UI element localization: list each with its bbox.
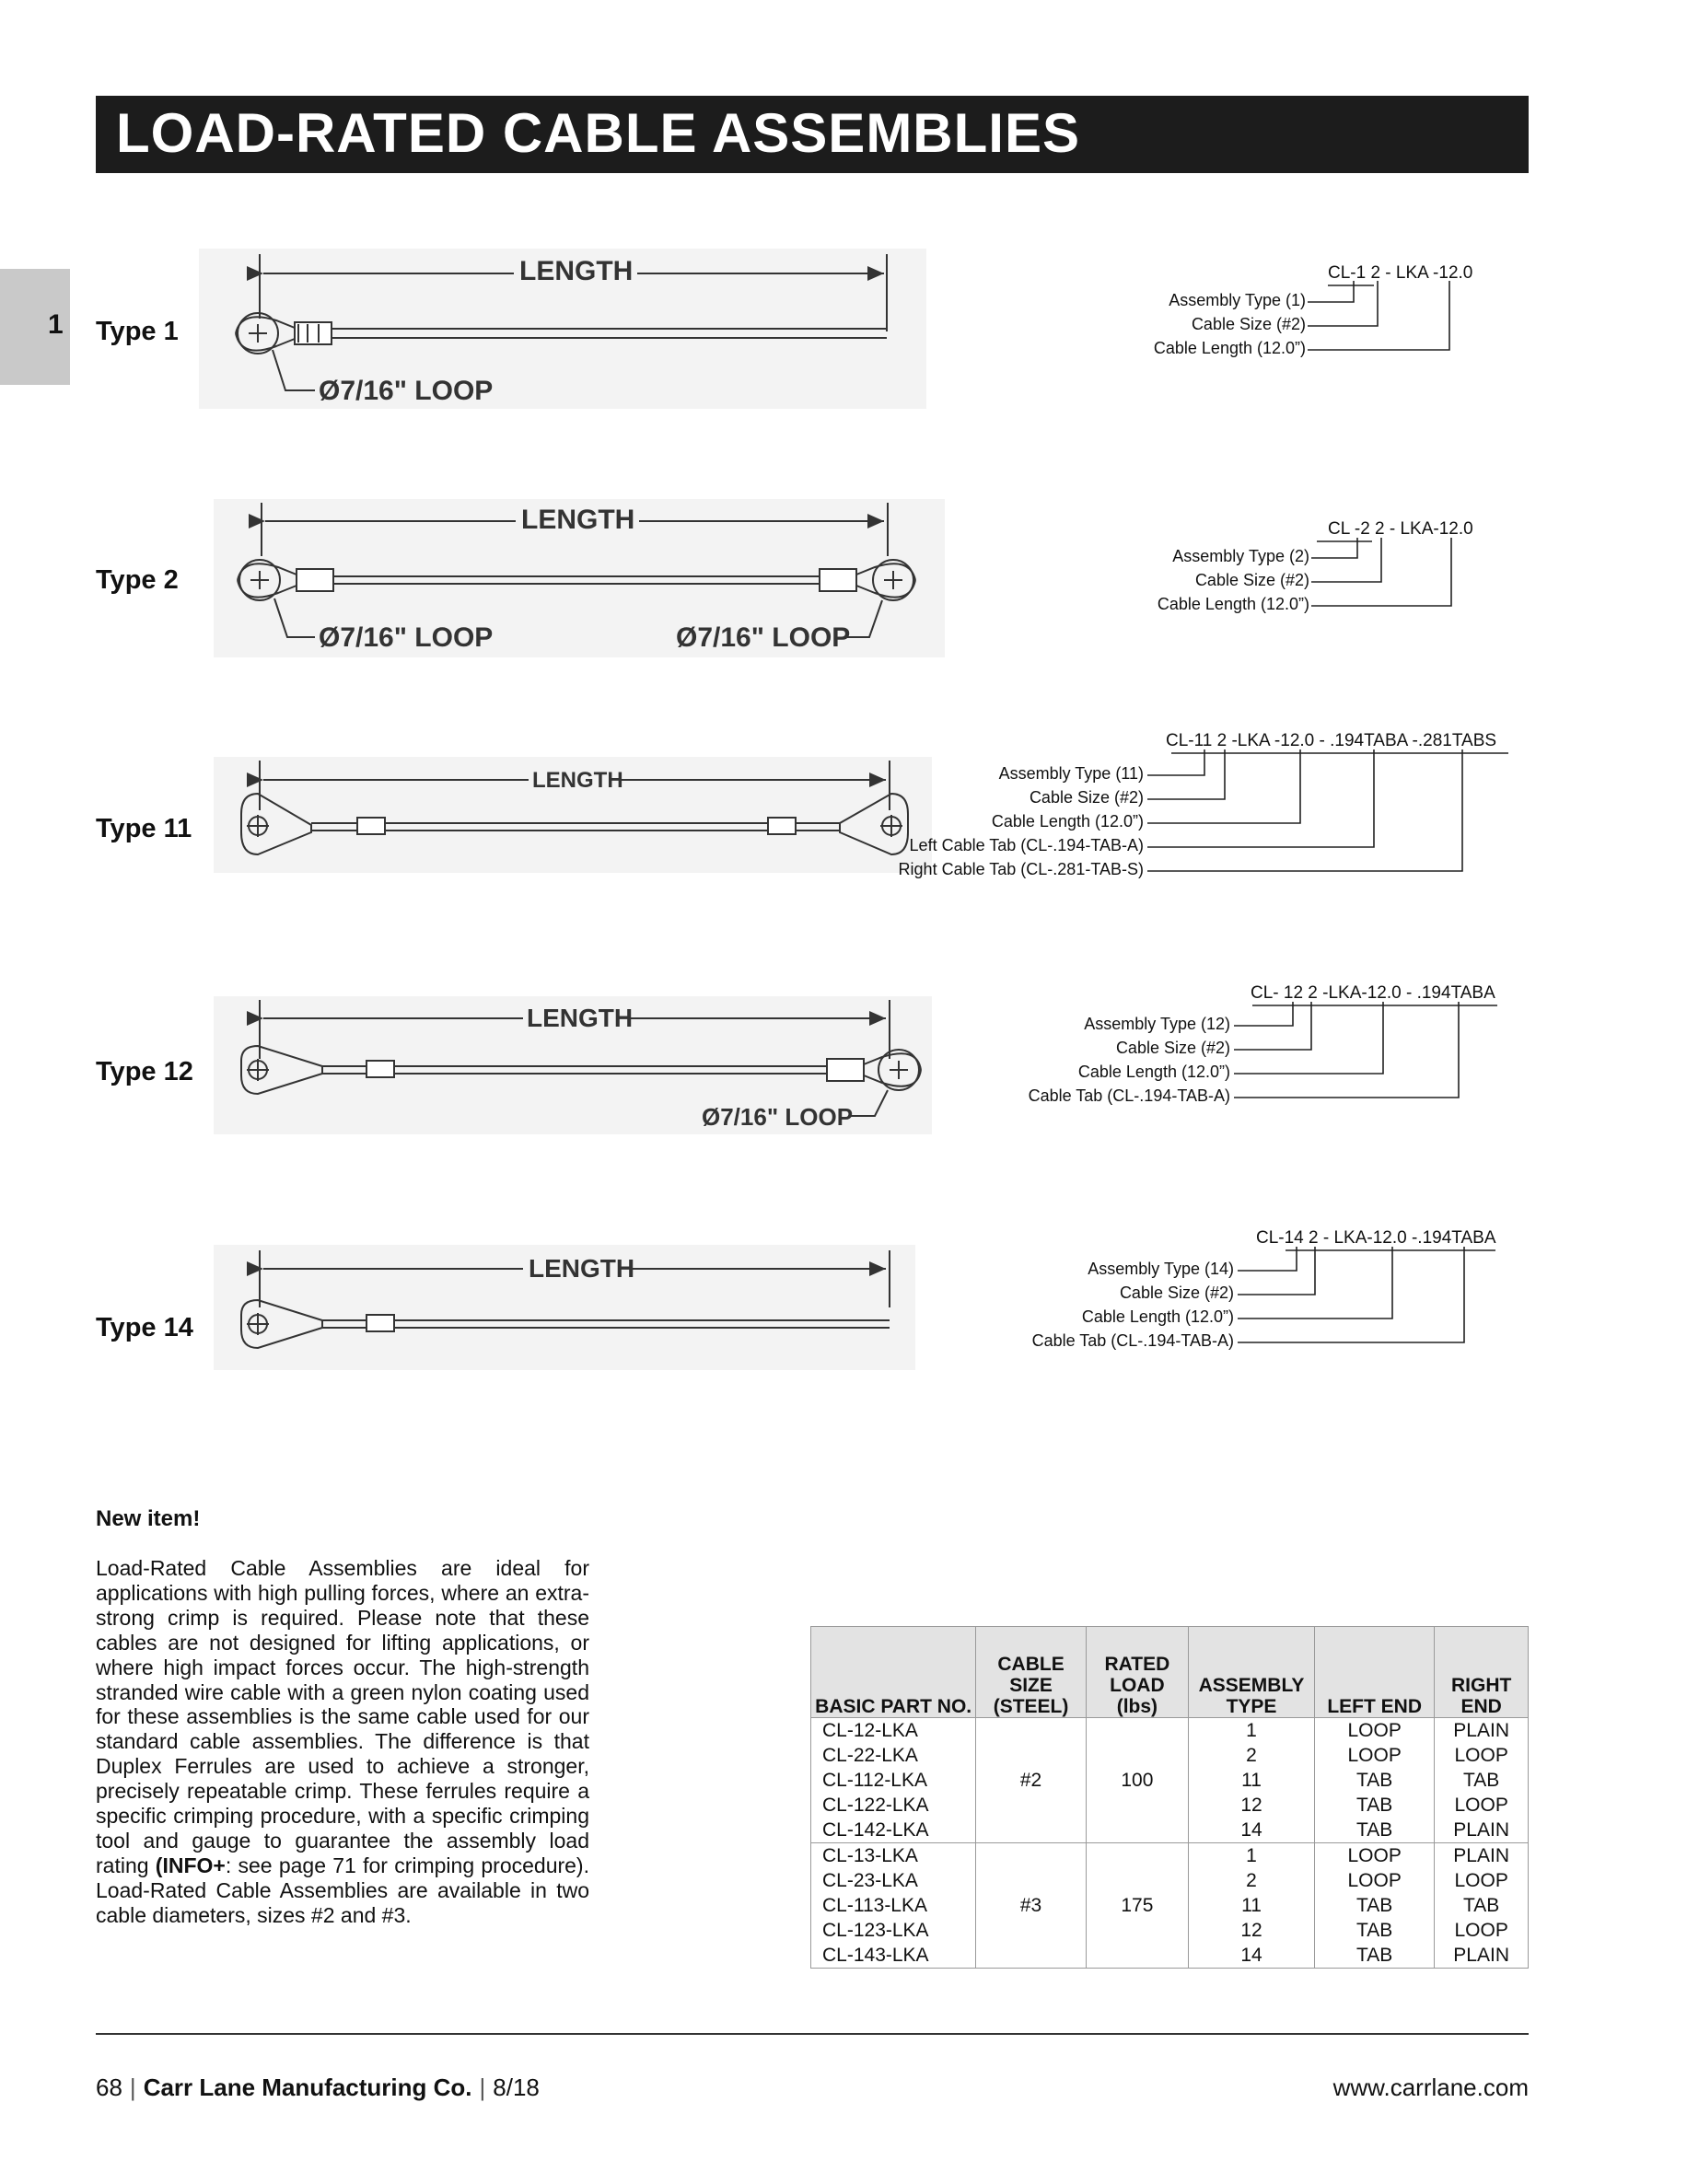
- company-name: Carr Lane Manufacturing Co.: [143, 2074, 472, 2101]
- cable-size-cell: #2: [976, 1718, 1086, 1843]
- footer-left: 68 | Carr Lane Manufacturing Co. | 8/18: [96, 2074, 540, 2101]
- footer-divider: [96, 2033, 1529, 2035]
- type-12-length-label: LENGTH: [527, 1004, 634, 1032]
- type-14-length-label: LENGTH: [529, 1254, 635, 1283]
- type-11-callout-1: Assembly Type (11): [998, 764, 1144, 783]
- type-2-right-loop-label: Ø7/16" LOOP: [676, 622, 851, 653]
- type-14-callout-3: Cable Length (12.0”): [1081, 1307, 1234, 1326]
- type-12-part-code: CL- 12 2 -LKA-12.0 - .194TABA: [1251, 983, 1495, 1003]
- type-14-callout-lines: [1238, 1247, 1495, 1342]
- col-header-cable-size: CABLE SIZE (STEEL): [976, 1627, 1086, 1718]
- cable-size-cell: #3: [976, 1843, 1086, 1969]
- col-header-right-end: RIGHT END: [1435, 1627, 1529, 1718]
- type-14-label: Type 14: [96, 1313, 193, 1342]
- type-11-length-label: LENGTH: [532, 768, 623, 793]
- table-row: CL-122-LKA 12 TAB LOOP: [811, 1793, 1529, 1818]
- col-header-left-end: LEFT END: [1315, 1627, 1435, 1718]
- col-header-part: BASIC PART NO.: [811, 1627, 976, 1718]
- type-1-length-label: LENGTH: [519, 256, 634, 286]
- type-14-callout-2: Cable Size (#2): [1119, 1284, 1234, 1302]
- table-row: CL-143-LKA 14 TAB PLAIN: [811, 1943, 1529, 1969]
- type-1-part-code: CL-1 2 - LKA -12.0: [1328, 263, 1473, 283]
- type-11-callout-2: Cable Size (#2): [1029, 788, 1144, 807]
- section-number: 1: [48, 309, 64, 340]
- footer-url[interactable]: www.carrlane.com: [1332, 2074, 1529, 2101]
- table-row: CL-123-LKA 12 TAB LOOP: [811, 1918, 1529, 1943]
- type-12-loop-label: Ø7/16" LOOP: [702, 1103, 854, 1131]
- table-row: CL-113-LKA 11 TAB TAB: [811, 1893, 1529, 1918]
- type-2-callout-2: Cable Size (#2): [1194, 571, 1309, 589]
- description-text: Load-Rated Cable Assemblies are ideal for applications with high pulling forces, where an extra-strong crimp is required. Please note that these cables are not designed for lifting applications, or where high impact forces occur. The high-strength stranded wire cable with a green nylon coating used for these assemblies is the same cable used for our standard cable assemblies. The difference is that Duplex Ferrules are used to achieve a stronger, precisely repeatable crimp. These ferrules require a specific crimping procedure, with a specific crimping tool and gauge to guarantee the assembly load rating (INFO+: see page 71 for crimping procedure). Load-Rated Cable Assemblies are available in two cable diameters, sizes #2 and #3.: [96, 1556, 589, 1927]
- type-11-part-code: CL-11 2 -LKA -12.0 - .194TABA -.281TABS: [1166, 731, 1497, 750]
- table-row: CL-12-LKA #2 100 1 LOOP PLAIN: [811, 1718, 1529, 1744]
- type-1-callout-lines: [1308, 281, 1449, 350]
- type-11-callout-3: Cable Length (12.0”): [991, 812, 1144, 831]
- type-11-callout-lines: [1147, 749, 1508, 871]
- col-header-rated-load: RATED LOAD (lbs): [1086, 1627, 1188, 1718]
- footer-date: 8/18: [493, 2074, 540, 2101]
- type-1-callout-2: Cable Size (#2): [1191, 315, 1306, 333]
- type-2-label: Type 2: [96, 565, 179, 595]
- type-12-callout-4: Cable Tab (CL-.194-TAB-A): [1028, 1086, 1230, 1105]
- type-1-callout-3: Cable Length (12.0”): [1153, 339, 1306, 357]
- table-row: CL-13-LKA #3 175 1 LOOP PLAIN: [811, 1843, 1529, 1869]
- type-11-label: Type 11: [96, 814, 192, 843]
- page-title: LOAD-RATED CABLE ASSEMBLIES: [116, 102, 1080, 164]
- type-14-part-code: CL-14 2 - LKA-12.0 -.194TABA: [1256, 1228, 1496, 1248]
- type-12-callout-3: Cable Length (12.0”): [1077, 1063, 1230, 1081]
- type-2-part-code: CL -2 2 - LKA-12.0: [1328, 519, 1473, 539]
- type-2-callout-1: Assembly Type (2): [1172, 547, 1309, 565]
- type-1-callout-1: Assembly Type (1): [1169, 291, 1306, 309]
- info-plus-label: (INFO+: [155, 1853, 226, 1877]
- type-12-callout-2: Cable Size (#2): [1115, 1039, 1230, 1057]
- type-14-callout-4: Cable Tab (CL-.194-TAB-A): [1031, 1331, 1234, 1350]
- rated-load-cell: 100: [1086, 1718, 1188, 1843]
- table-row: CL-22-LKA 2 LOOP LOOP: [811, 1743, 1529, 1768]
- type-11-callout-5: Right Cable Tab (CL-.281-TAB-S): [898, 860, 1144, 878]
- type-1-label: Type 1: [96, 317, 179, 346]
- type-2-callout-3: Cable Length (12.0”): [1157, 595, 1309, 613]
- table-row: CL-23-LKA 2 LOOP LOOP: [811, 1868, 1529, 1893]
- type-12-callout-lines: [1234, 1002, 1497, 1098]
- type-14-callout-1: Assembly Type (14): [1088, 1260, 1234, 1278]
- new-item-heading: New item!: [96, 1506, 201, 1531]
- type-2-length-label: LENGTH: [521, 505, 635, 535]
- spec-table: [810, 1626, 1529, 1969]
- type-2-callout-lines: [1311, 538, 1451, 606]
- rated-load-cell: 175: [1086, 1843, 1188, 1969]
- type-11-callout-4: Left Cable Tab (CL-.194-TAB-A): [909, 836, 1144, 854]
- type-12-callout-1: Assembly Type (12): [1084, 1015, 1230, 1033]
- table-row: CL-142-LKA 14 TAB PLAIN: [811, 1818, 1529, 1843]
- type-2-left-loop-label: Ø7/16" LOOP: [319, 622, 494, 653]
- table-row: CL-112-LKA 11 TAB TAB: [811, 1768, 1529, 1793]
- col-header-assembly-type: ASSEMBLY TYPE: [1188, 1627, 1314, 1718]
- page-number: 68: [96, 2074, 122, 2101]
- type-1-loop-label: Ø7/16" LOOP: [319, 376, 494, 406]
- type-12-label: Type 12: [96, 1057, 193, 1086]
